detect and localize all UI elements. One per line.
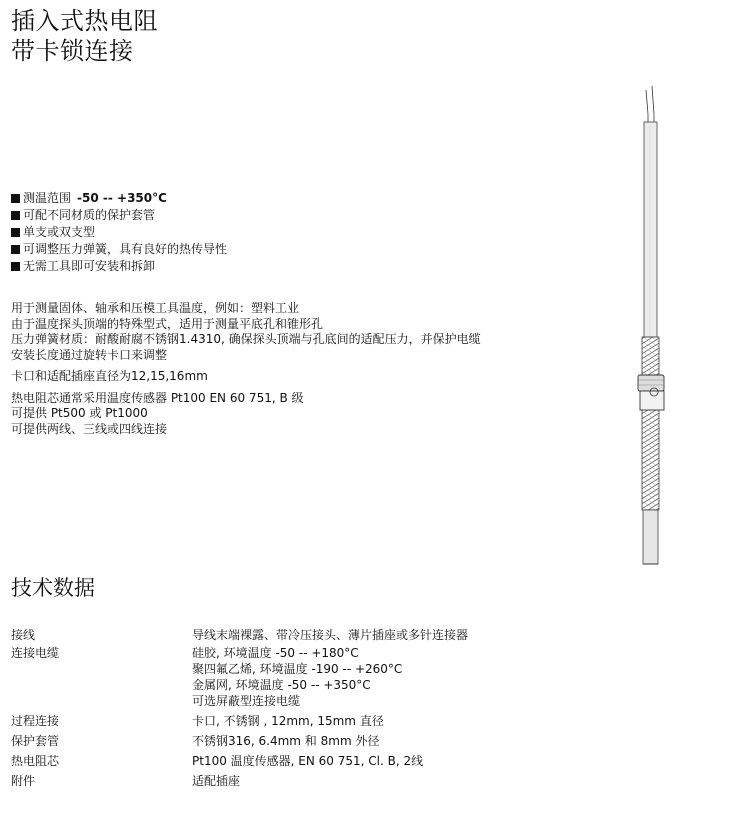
bullet-square-icon [11, 262, 20, 271]
bayonet-cap [640, 391, 664, 410]
description-line: 热电阻芯通常采用温度传感器 Pt100 EN 60 751, B 级 [11, 390, 304, 405]
spec-key: 附件 [11, 774, 36, 788]
description-line: 压力弹簧材质：耐酸耐腐不锈钢1.4310, 确保探头顶端与孔底间的适配压力，并保护电缆 [11, 332, 481, 346]
wire-lead-right [652, 86, 654, 126]
bullet-square-icon [11, 211, 20, 220]
page-title [11, 6, 158, 66]
spec-value: 金属网, 环境温度 -50 -- +350°C [192, 678, 371, 692]
bullet-square-icon [11, 245, 20, 254]
upper-spring [642, 337, 659, 375]
spec-key: 保护套管 [11, 734, 60, 748]
spec-key: 接线 [11, 628, 36, 642]
spec-value: 聚四氟乙烯, 环境温度 -190 -- +260°C [192, 662, 403, 676]
wire-lead-left [646, 90, 648, 126]
description-line: 可提供 Pt500 或 Pt1000 [11, 406, 148, 420]
spec-key: 热电阻芯 [11, 754, 60, 768]
description-line: 可提供两线、三线或四线连接 [11, 421, 168, 436]
spec-value: 可选屏蔽型连接电缆 [192, 694, 301, 708]
feature-label: 测温范围 [23, 191, 72, 205]
feature-item [11, 258, 227, 275]
spec-key: 过程连接 [11, 714, 60, 728]
feature-item [11, 224, 227, 241]
feature-label: 单支或双支型 [23, 225, 96, 239]
spec-value: Pt100 温度传感器, EN 60 751, Cl. B, 2线 [192, 754, 424, 768]
spec-value: 不锈钢316, 6.4mm 和 8mm 外径 [192, 734, 380, 748]
feature-item [11, 190, 227, 207]
probe-illustration [600, 80, 710, 580]
bullet-square-icon [11, 228, 20, 237]
bayonet-nut [638, 375, 664, 391]
title-line-1: 插入式热电阻 [11, 7, 158, 35]
bullet-square-icon [11, 194, 20, 203]
spec-value: 硅胶, 环境温度 -50 -- +180°C [192, 646, 359, 660]
description [11, 301, 481, 437]
sheath [643, 510, 658, 564]
feature-label: 无需工具即可安装和拆卸 [23, 259, 156, 273]
feature-label: 可调整压力弹簧，具有良好的热传导性 [23, 242, 228, 256]
spec-key: 连接电缆 [11, 646, 60, 660]
feature-label: 可配不同材质的保护套管 [23, 208, 156, 222]
description-line: 由于温度探头顶端的特殊型式，适用于测量平底孔和锥形孔 [11, 316, 324, 331]
spec-value: 卡口, 不锈钢 , 12mm, 15mm 直径 [192, 714, 384, 728]
description-line: 安装长度通过旋转卡口来调整 [11, 347, 168, 362]
feature-item [11, 207, 227, 224]
cable [644, 122, 657, 337]
lower-spring [642, 410, 659, 510]
feature-item [11, 241, 227, 258]
description-line: 卡口和适配插座直径为12,15,16mm [11, 369, 208, 383]
spec-value: 导线末端裸露、带冷压接头、薄片插座或多针连接器 [192, 628, 469, 642]
title-line-2: 带卡锁连接 [11, 37, 134, 65]
description-line: 用于测量固体、轴承和压模工具温度，例如：塑料工业 [11, 301, 300, 315]
feature-range: -50 -- +350°C [77, 191, 167, 205]
tech-data-heading: 技术数据 [11, 576, 95, 600]
feature-list [11, 190, 227, 275]
spec-value: 适配插座 [192, 774, 241, 788]
